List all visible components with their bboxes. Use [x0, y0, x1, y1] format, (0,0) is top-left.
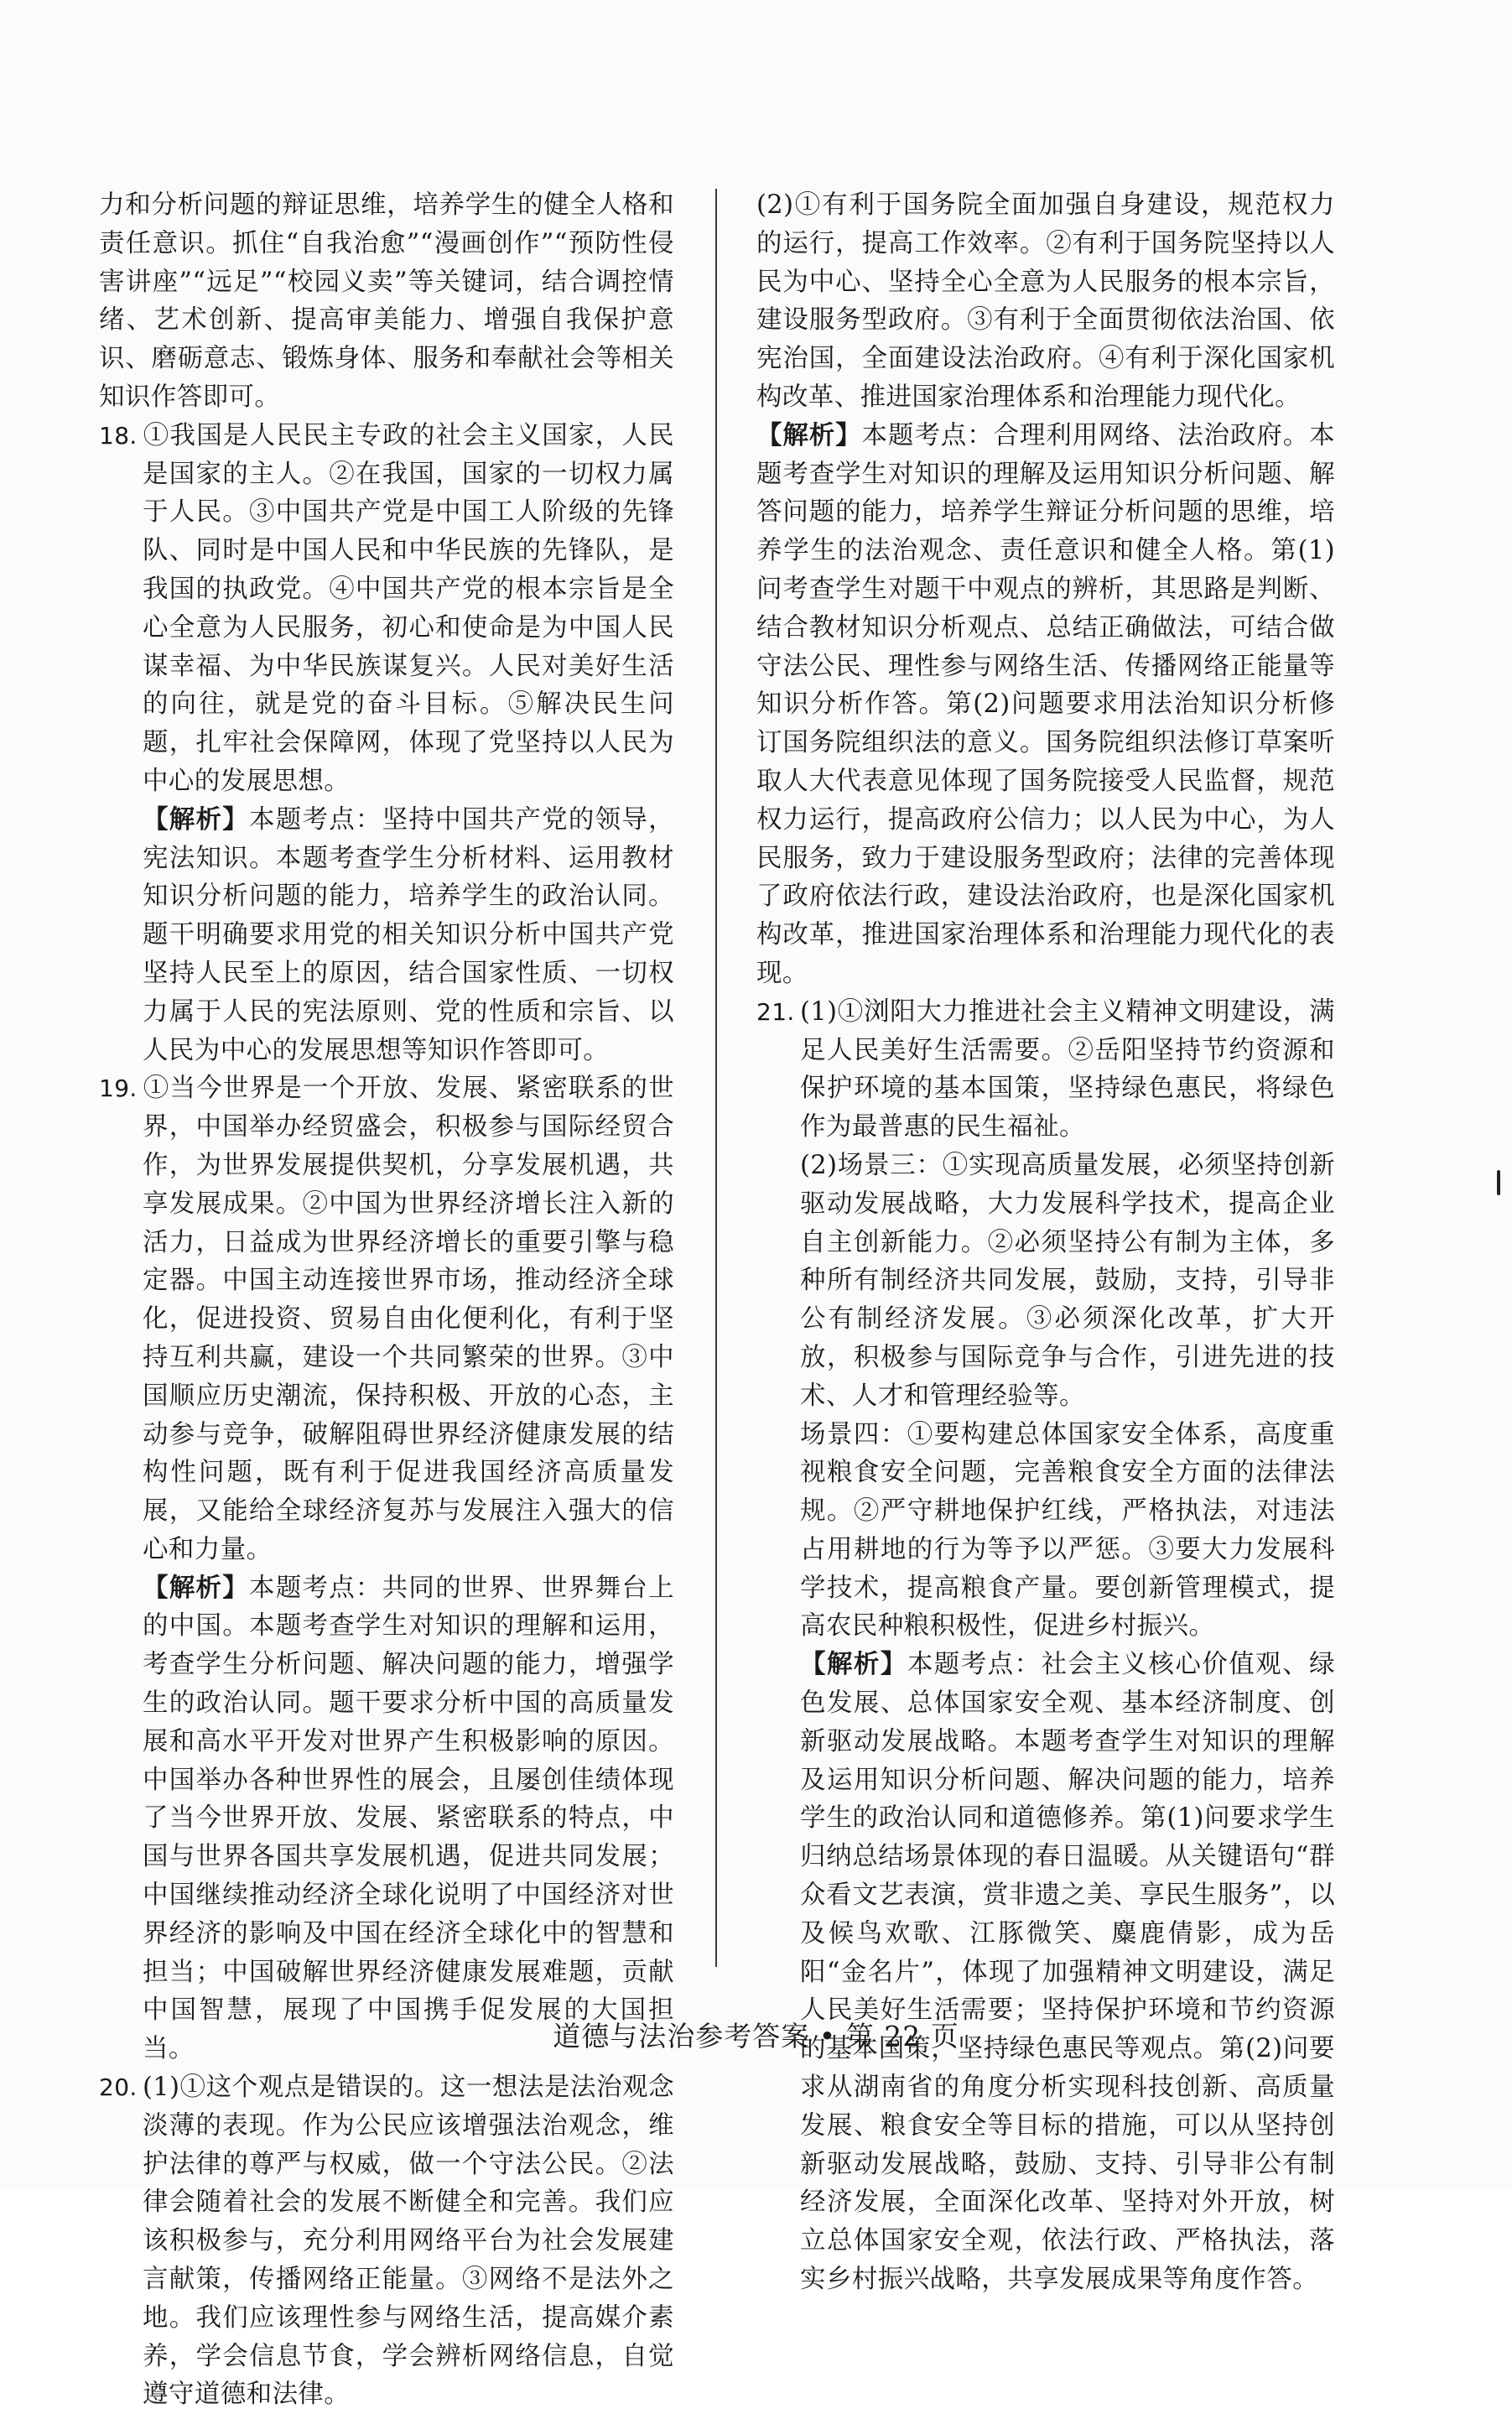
q19-answer [99, 1069, 674, 1569]
q21-answer-part1 [756, 993, 1335, 1147]
margin-mark [1497, 1170, 1500, 1195]
q18-analysis-tag: 【解析】 [143, 804, 249, 835]
q21-answer-part2: (2)场景三：①实现高质量发展，必须坚持创新驱动发展战略，大力发展科学技术，提高企业自主创新能力。②必须坚持公有制为主体，多种所有制经济共同发展，鼓励，支持，引导非公有制经济发展。③必须深化改革，扩大开放，积极参与国际竞争与合作，引进先进的技术、人才和管理经验等。 [800, 1150, 1335, 1411]
q19-answer-text: ①当今世界是一个开放、发展、紧密联系的世界，中国举办经贸盛会，积极参与国际经贸合作，为世界发展提供契机，分享发展机遇，共享发展成果。②中国为世界经济增长注入新的活力，日益成为世界经济增长的重要引擎与稳定器。中国主动连接世界市场，推动经济全球化，促进投资、贸易自由化便利化，有利于坚持互利共赢，建设一个共同繁荣的世界。③中国顺应历史潮流，保持积极、开放的心态，主动参与竞争，破解阻碍世界经济健康发展的结构性问题，既有利于促进我国经济高质量发展，又能给全球经济复苏与发展注入强大的信心和力量。 [143, 1074, 674, 1564]
q20-analysis-tag: 【解析】 [756, 419, 862, 450]
q21-analysis [756, 1646, 1335, 2299]
q20-answer-part1 [99, 2068, 674, 2414]
q18-analysis-text: 本题考点：坚持中国共产党的领导，宪法知识。本题考查学生分析材料、运用教材知识分析问题的能力，培养学生的政治认同。题干明确要求用党的相关知识分析中国共产党坚持人民至上的原因，结合国家性质、一切权力属于人民的宪法原则、党的性质和宗旨、以人民为中心的发展思想等知识作答即可。 [143, 804, 674, 1065]
q21-answer1-text: (1)①浏阳大力推进社会主义精神文明建设，满足人民美好生活需要。②岳阳坚持节约资源和保护环境的基本国策，坚持绿色惠民，将绿色作为最普惠的民生福祉。 [800, 996, 1335, 1142]
q21-analysis-text: 本题考点：社会主义核心价值观、绿色发展、总体国家安全观、基本经济制度、创新驱动发展战略。本题考查学生对知识的理解及运用知识分析问题、解决问题的能力，培养学生的政治认同和道德修养。第(1)问要求学生归纳总结场景体现的春日温暖。从关键语句“群众看文艺表演，赏非遗之美、享民生服务”，以及候鸟欢歌、江豚微笑、麋鹿倩影，成为岳阳“金名片”，体现了加强精神文明建设，满足人民美好生活需要；坚持保护环境和节约资源的基本国策，坚持绿色惠民等观点。第(2)问要求从湖南省的角度分析实现科技创新、高质量发展、粮食安全等目标的措施，可以从坚持创新驱动发展战略，鼓励、支持、引导非公有制经济发展，全面深化改革、坚持对外开放，树立总体国家安全观，依法行政、严格执法，落实乡村振兴战略，共享发展成果等角度作答。 [800, 1650, 1335, 2295]
q21-analysis-tag: 【解析】 [800, 1649, 907, 1680]
q20-analysis-text: 本题考点：合理利用网络、法治政府。本题考查学生对知识的理解及运用知识分析问题、解答问题的能力，培养学生辩证分析问题的思维，培养学生的法治观念、责任意识和健全人格。第(1)问考查学生对题干中观点的辨析，其思路是判断、结合教材知识分析观点、总结正确做法，可结合做守法公民、理性参与网络生活、传播网络正能量等知识分析作答。第(2)问题要求用法治知识分析修订国务院组织法的意义。国务院组织法修订草案听取人大代表意见体现了国务院接受人民监督，规范权力运行，提高政府公信力；以人民为中心，为人民服务，致力于建设服务型政府；法律的完善体现了政府依法行政，建设法治政府，也是深化国家机构改革，推进国家治理体系和治理能力现代化的表现。 [756, 420, 1335, 988]
q20-analysis [756, 417, 1335, 993]
right-column [756, 186, 1335, 2299]
q18-number: 18. [99, 421, 138, 450]
q20-answer-part2: (2)①有利于国务院全面加强自身建设，规范权力的运行，提高工作效率。②有利于国务院坚持以人民为中心、坚持全心全意为人民服务的根本宗旨，建设服务型政府。③有利于全面贯彻依法治国、依宪治国，全面建设法治政府。④有利于深化国家机构改革、推进国家治理体系和治理能力现代化。 [756, 190, 1335, 412]
q21-answer-part3: 场景四：①要构建总体国家安全体系，高度重视粮食安全问题，完善粮食安全方面的法律法规。②严守耕地保护红线，严格执法，对违法占用耕地的行为等予以严惩。③要大力发展科学技术，提高粮食产量。要创新管理模式，提高农民种粮积极性，促进乡村振兴。 [800, 1419, 1335, 1641]
q18-analysis [99, 801, 674, 1070]
page-footer: 道德与法治参考答案 • 第 22 页 [553, 2020, 959, 2052]
q17-analysis-continuation: 力和分析问题的辩证思维，培养学生的健全人格和责任意识。抓住“自我治愈”“漫画创作”“预防性侵害讲座”“远足”“校园义卖”等关键词，结合调控情绪、艺术创新、提高审美能力、增强自我保护意识、磨砺意志、锻炼身体、服务和奉献社会等相关知识作答即可。 [99, 190, 674, 412]
q21-number: 21. [756, 997, 795, 1026]
q18-answer [99, 417, 674, 801]
q20-number: 20. [99, 2073, 138, 2102]
q20-answer1-text: (1)①这个观点是错误的。这一想法是法治观念淡薄的表现。作为公民应该增强法治观念，维护法律的尊严与权威，做一个守法公民。②法律会随着社会的发展不断健全和完善。我们应该积极参与，充分利用网络平台为社会发展建言献策，传播网络正能量。③网络不是法外之地。我们应该理性参与网络生活，提高媒介素养，学会信息节食，学会辨析网络信息，自觉遵守道德和法律。 [143, 2073, 674, 2410]
column-divider [715, 189, 717, 1967]
q19-number: 19. [99, 1074, 138, 1103]
q19-analysis [99, 1569, 674, 2068]
q19-analysis-text: 本题考点：共同的世界、世界舞台上的中国。本题考查学生对知识的理解和运用，考查学生分析问题、解决问题的能力，增强学生的政治认同。题干要求分析中国的高质量发展和高水平开发对世界产生积极影响的原因。中国举办各种世界性的展会，且屡创佳绩体现了当今世界开放、发展、紧密联系的特点，中国与世界各国共享发展机遇，促进共同发展；中国继续推动经济全球化说明了中国经济对世界经济的影响及中国在经济全球化中的智慧和担当；中国破解世界经济健康发展难题，贡献中国智慧，展现了中国携手促发展的大国担当。 [143, 1573, 674, 2064]
left-column [99, 186, 674, 2414]
q19-analysis-tag: 【解析】 [143, 1572, 249, 1603]
q18-answer-text: ①我国是人民民主专政的社会主义国家，人民是国家的主人。②在我国，国家的一切权力属于人民。③中国共产党是中国工人阶级的先锋队、同时是中国人民和中华民族的先锋队，是我国的执政党。④中国共产党的根本宗旨是全心全意为人民服务，初心和使命是为中国人民谋幸福、为中华民族谋复兴。人民对美好生活的向往，就是党的奋斗目标。⑤解决民生问题，扎牢社会保障网，体现了党坚持以人民为中心的发展思想。 [143, 420, 674, 796]
